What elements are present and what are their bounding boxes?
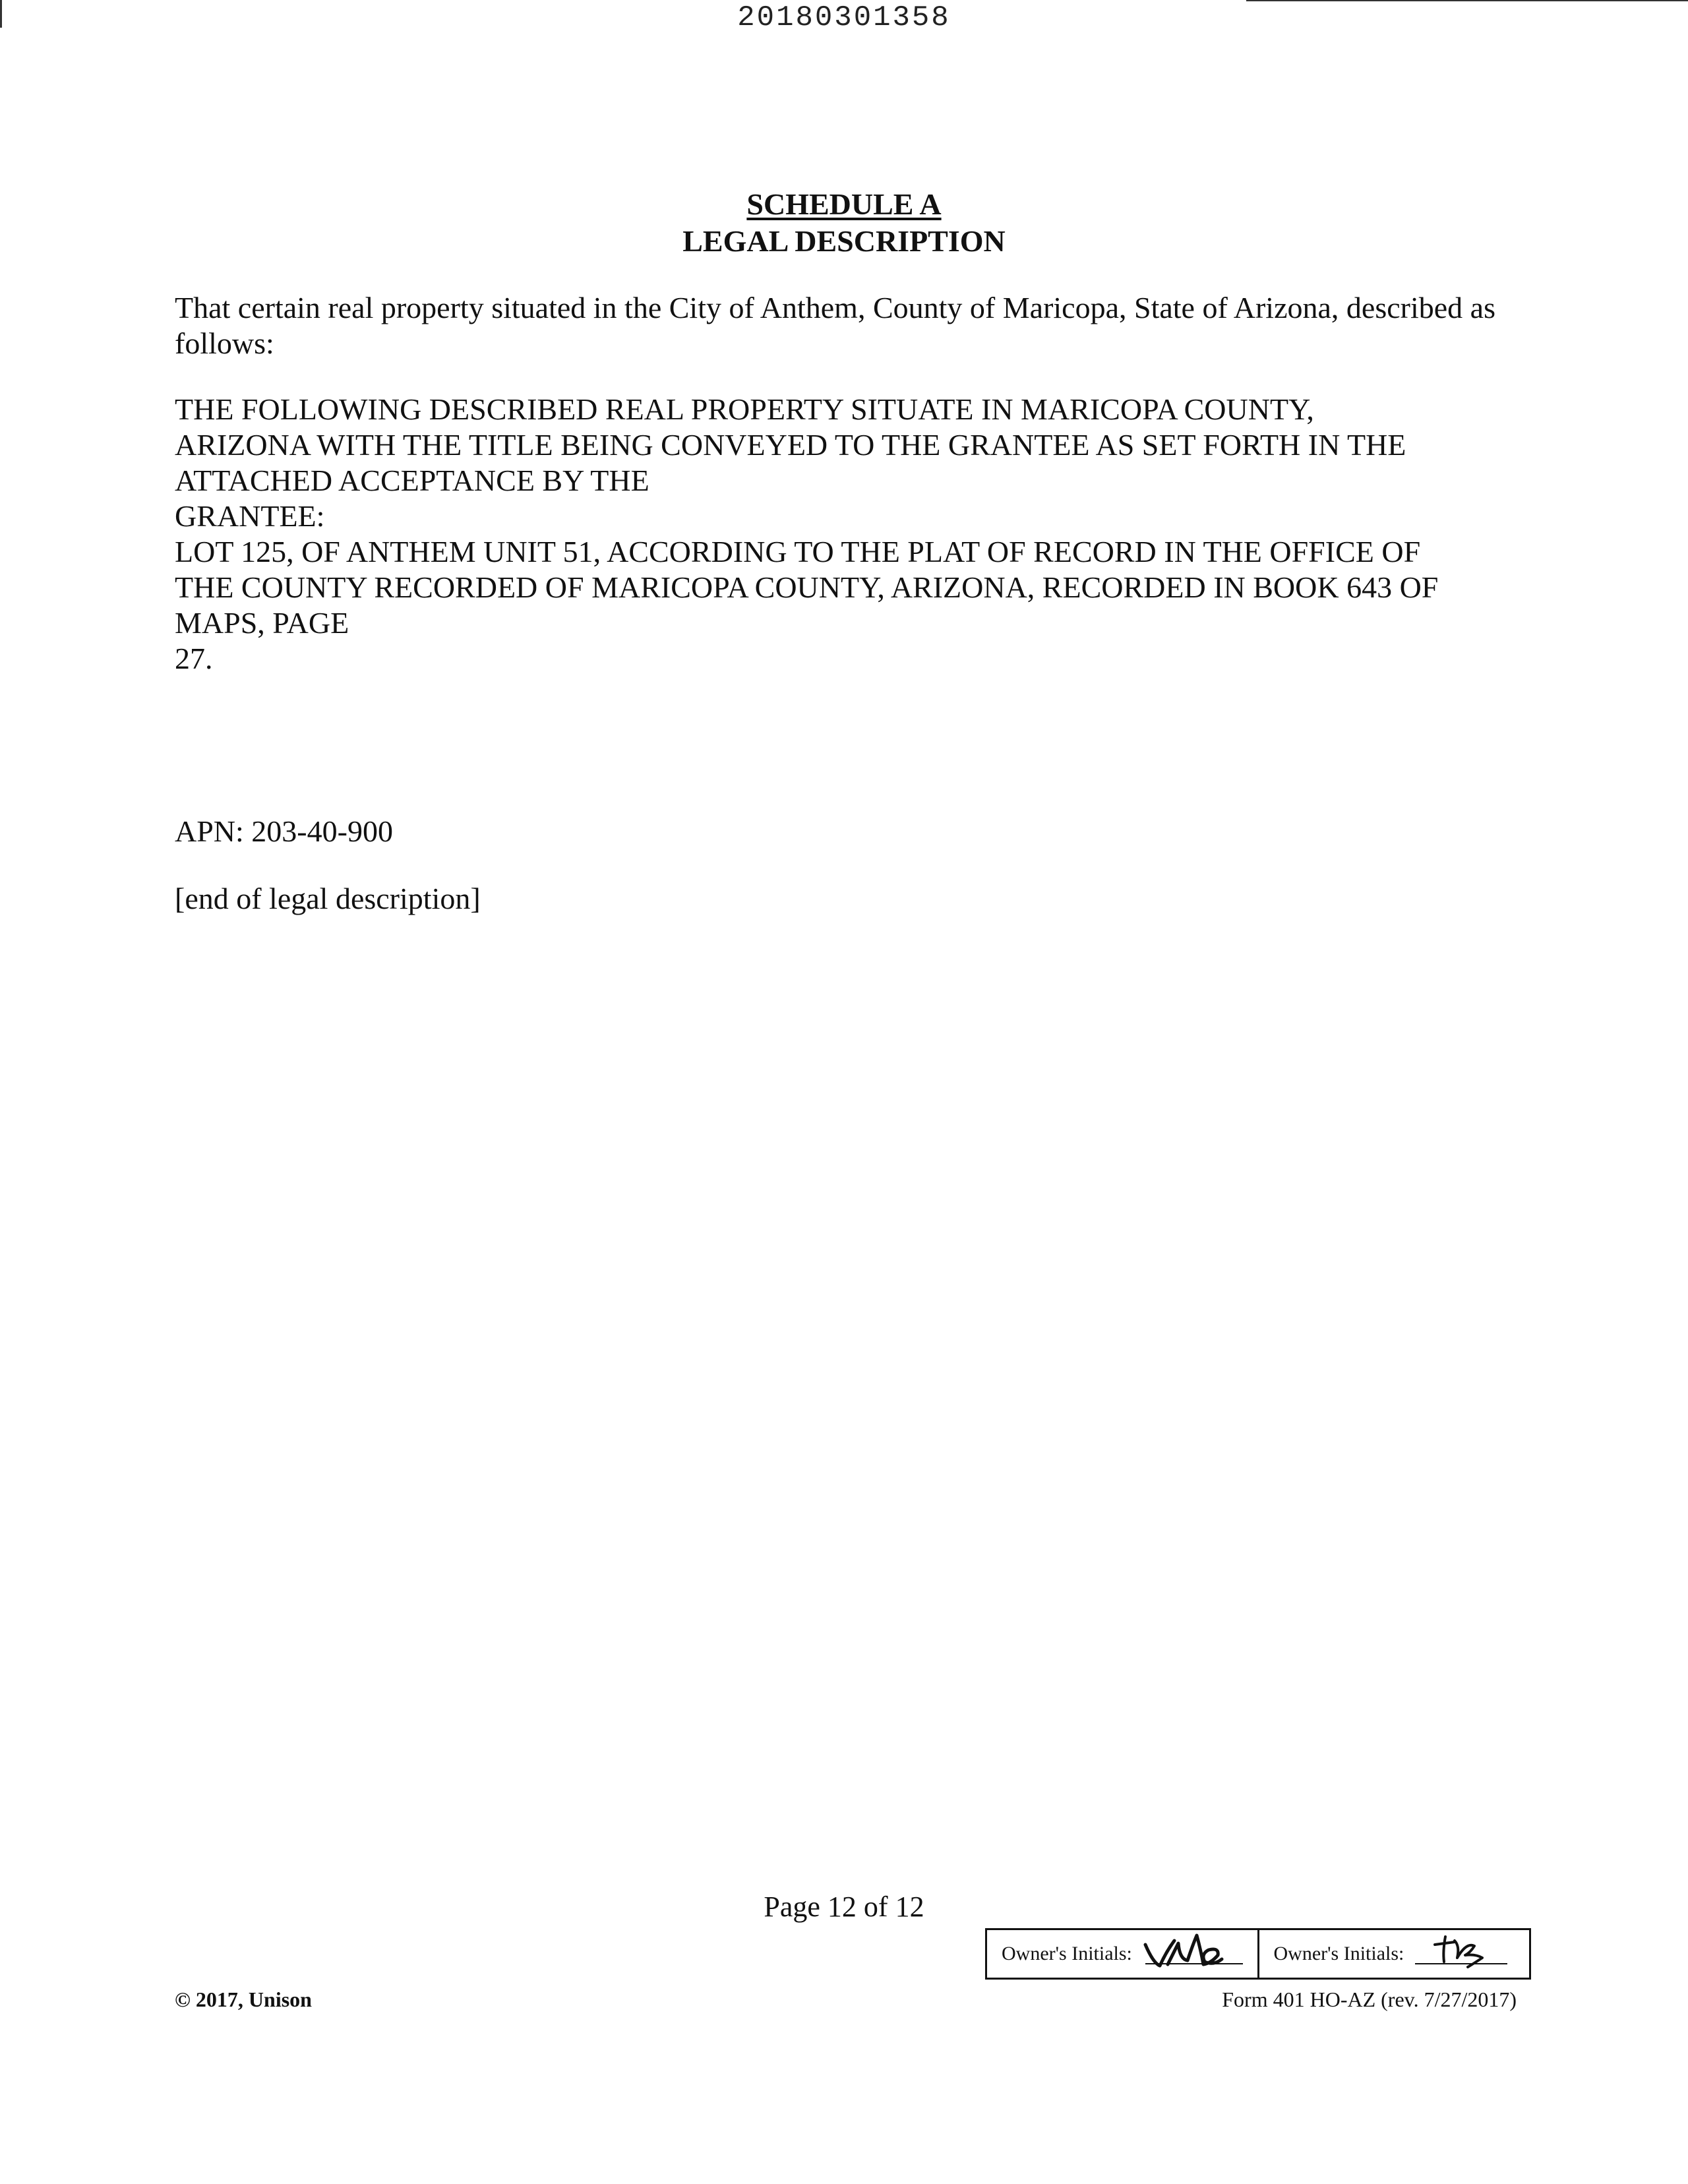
intro-paragraph: That certain real property situated in the City of Anthem, County of Maricopa, State of Arizona, described as follows:: [175, 291, 1495, 360]
legal-line: ARIZONA WITH THE TITLE BEING CONVEYED TO THE GRANTEE AS SET FORTH IN THE: [175, 428, 1406, 462]
legal-line: ATTACHED ACCEPTANCE BY THE: [175, 464, 649, 497]
page-number: Page 12 of 12: [764, 1891, 924, 1923]
legal-line: GRANTEE:: [175, 499, 325, 533]
end-of-description: [end of legal description]: [175, 882, 481, 915]
recording-number: 20180301358: [737, 1, 951, 34]
heading-legal-description: LEGAL DESCRIPTION: [682, 224, 1006, 258]
owner-initials-label: Owner's Initials:: [1273, 1943, 1404, 1964]
heading-schedule: SCHEDULE A: [746, 187, 942, 221]
legal-line: MAPS, PAGE: [175, 606, 349, 640]
document-heading: [0, 186, 1688, 260]
legal-line: THE FOLLOWING DESCRIBED REAL PROPERTY SITUATE IN MARICOPA COUNTY,: [175, 392, 1314, 426]
owner-initials-signature: [1428, 1931, 1494, 1971]
legal-line: 27.: [175, 642, 213, 675]
legal-description-block: [175, 392, 1533, 677]
owner-initials-cell-1: [987, 1930, 1257, 1978]
initials-box: [985, 1928, 1531, 1980]
apn-number: APN: 203-40-900: [175, 814, 393, 848]
owner-initials-cell-2: [1257, 1930, 1530, 1978]
legal-line: THE COUNTY RECORDED OF MARICOPA COUNTY, ARIZONA, RECORDED IN BOOK 643 OF: [175, 570, 1439, 604]
legal-line: LOT 125, OF ANTHEM UNIT 51, ACCORDING TO THE PLAT OF RECORD IN THE OFFICE OF: [175, 535, 1421, 568]
owner-initials-signature: [1140, 1931, 1232, 1975]
owner-initials-label: Owner's Initials:: [1002, 1943, 1132, 1964]
form-identifier: Form 401 HO-AZ (rev. 7/27/2017): [1222, 1987, 1517, 2011]
copyright-notice: © 2017, Unison: [175, 1987, 312, 2011]
